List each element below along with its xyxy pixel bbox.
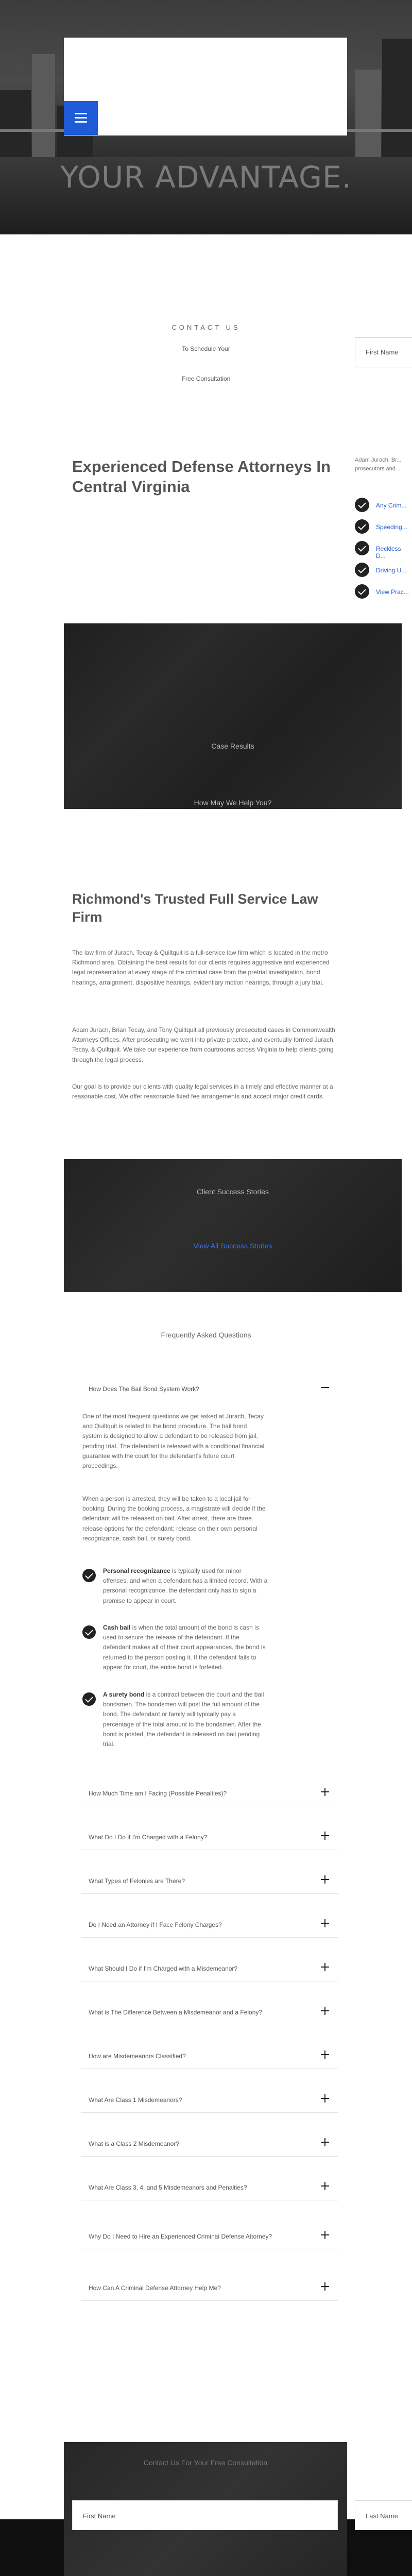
logo-area [64,38,347,135]
faq-question: What Should I Do if I'm Charged with a Misdemeanor? [89,1965,238,1972]
case-results-band [64,623,402,809]
faq-question: Why Do I Need to Hire an Experienced Criminal Defense Attorney? [89,2233,272,2240]
checkmark-icon [82,1569,96,1582]
checkmark-icon [355,584,369,599]
faq-heading: Frequently Asked Questions [161,1331,251,1339]
case-results-label[interactable]: Case Results [211,742,254,750]
expand-plus-icon[interactable] [321,2182,329,2190]
contact-consultation-text: Free Consultation [181,375,231,382]
practice-link[interactable]: Speeding... [376,523,407,531]
checkmark-icon [355,563,369,577]
checkmark-icon [355,519,369,534]
expand-plus-icon[interactable] [321,2138,329,2146]
bond-option-personal-recognizance: Personal recognizance is typically used for minor offenses, and when a defendant has a limited record. With a personal recognizance, the defendant only has to sign a promise to appear in court. [103,1567,268,1604]
plus-bar [324,2282,325,2291]
plus-bar [324,2138,325,2146]
plus-bar [324,1919,325,1927]
menu-button[interactable] [64,101,98,135]
about-paragraph: Our goal is to provide our clients with quality legal services in a timely and effective manner at a reasonable cost. We offer reasonable fixed fee arrangements and accept major credit cards. [72,1083,333,1100]
plus-bar [324,2094,325,2103]
intro-title: Experienced Defense Attorneys In Central Virginia [72,457,331,496]
expand-plus-icon[interactable] [321,1919,329,1927]
faq-question: What is The Difference Between a Misdemeanor and a Felony? [89,2009,263,2016]
expand-plus-icon[interactable] [321,2094,329,2103]
expand-plus-icon[interactable] [321,2282,329,2291]
first-name-field[interactable]: First Name [72,2500,338,2530]
bond-option-surety-bond: A surety bond is a contract between the court and the bail bondsmen. The bondsmen will post the full amount of the bond. The defendant or family will typically pay a percentage of the total amount to the bondsmen. After the bond is posted, the defendant is released on bail pending trial. [103,1691,264,1748]
help-label: How May We Help You? [194,799,272,807]
about-title: Richmond's Trusted Full Service Law Firm [72,891,318,925]
faq-question: How Does The Bail Bond System Work? [89,1385,199,1393]
faq-question: What Types of Felonies are There? [89,1877,185,1885]
faq-question: What is a Class 2 Misdemeanor? [89,2140,180,2147]
faq-answer-paragraph: One of the most frequent questions we get asked at Jurach, Tecay and Quiltquit is related to the bond procedure. The bail bond system is designed to allow a defendant to be released from jail, pending trial. The defendant is released with a conditional financial guarantee with the court for the defendant's future court proceedings. [82,1413,265,1469]
expand-plus-icon[interactable] [321,2007,329,2015]
hero-tagline: YOUR ADVANTAGE. [60,160,352,195]
success-stories-band [64,1159,402,1292]
plus-bar [324,1963,325,1971]
consultation-title: Contact Us For Your Free Consultation [143,2459,268,2467]
faq-answer-paragraph: When a person is arrested, they will be taken to a local jail for booking. During the booking process, a magistrate will decide if the defendant will be released on bail. After arrest, there are three release options for the defendant: release on their own personal recognizance, cash bail, or surety bond. [82,1495,266,1542]
faq-item[interactable] [81,1865,338,1894]
hamburger-icon [75,117,87,118]
faq-question: How Much Time am I Facing (Possible Penalties)? [89,1790,227,1797]
faq-item[interactable] [81,1996,338,2025]
plus-bar [324,2007,325,2015]
plus-bar [324,2182,325,2190]
plus-bar [324,1788,325,1796]
faq-item[interactable] [81,2172,338,2200]
view-practice-link[interactable]: View Prac... [376,588,409,596]
faq-item[interactable] [81,2040,338,2069]
checkmark-icon [355,498,369,512]
hamburger-icon [75,121,87,123]
plus-bar [324,2231,325,2239]
faq-question: How Can A Criminal Defense Attorney Help Me? [89,2284,221,2292]
faq-item[interactable] [81,1909,338,1938]
success-stories-label: Client Success Stories [196,1188,269,1196]
faq-item[interactable] [81,2272,338,2301]
faq-item[interactable] [81,1821,338,1850]
intro-side-text: Adam Jurach, Br... prosecutors and... [355,457,402,472]
faq-question: How are Misdemeanors Classified? [89,2053,186,2060]
expand-plus-icon[interactable] [321,1832,329,1840]
skyline-building [382,39,412,173]
expand-plus-icon[interactable] [321,1875,329,1884]
faq-question: What Are Class 1 Misdemeanors? [89,2096,182,2104]
collapse-icon[interactable] [321,1387,329,1388]
contact-heading: CONTACT US [171,324,241,331]
expand-plus-icon[interactable] [321,1963,329,1971]
faq-item-open[interactable] [81,1373,338,1402]
last-name-field[interactable]: Last Name [355,2500,412,2530]
faq-item[interactable] [81,1777,338,1806]
expand-plus-icon[interactable] [321,2050,329,2059]
about-paragraph: Adam Jurach, Brian Tecay, and Tony Quiltquit all previously prosecuted cases in Commonwealth Attorneys Offices. After prosecuting we went into private practice, and eventually formed Jurach, Tecay, & Quiltquit. We take our experience from courtrooms across Virginia to help clients going through the legal process. [72,1026,335,1063]
expand-plus-icon[interactable] [321,1788,329,1796]
faq-item[interactable] [81,2128,338,2157]
contact-schedule-text: To Schedule Your [182,345,230,352]
expand-plus-icon[interactable] [321,2231,329,2239]
faq-item[interactable] [81,2221,338,2249]
checkmark-icon [355,541,369,555]
faq-question: What Are Class 3, 4, and 5 Misdemeanors and Penalties? [89,2184,247,2191]
practice-link[interactable]: Reckless D... [376,545,401,560]
faq-question: Do I Need an Attorney if I Face Felony Charges? [89,1921,222,1928]
faq-question: What Do I Do if I'm Charged with a Felony? [89,1834,208,1841]
faq-item[interactable] [81,2084,338,2113]
view-success-stories-link[interactable]: View All Success Stories [193,1242,272,1250]
plus-bar [324,2050,325,2059]
practice-link[interactable]: Any Crim... [376,502,407,509]
bond-option-cash-bail: Cash bail is when the total amount of the bond is cash is used to secure the release of the defendant. If the defendant makes all of their court appearances, the bond is returned to the person posting it. If the defendant fails to appear for court, the entire bond is forfeited. [103,1624,266,1671]
faq-item[interactable] [81,1953,338,1981]
hamburger-icon [75,113,87,114]
skyline-building [32,54,55,173]
first-name-field[interactable]: First Name [355,337,412,367]
checkmark-icon [82,1625,96,1639]
plus-bar [324,1875,325,1884]
checkmark-icon [82,1692,96,1706]
about-paragraph: The law firm of Jurach, Tecay & Quiltquit is a full-service law firm which is located in the metro Richmond area. Obtaining the best results for our clients requires aggressive and experienced legal representation at every stage of the criminal case from the pretrial investigation, bond hearings, arraignment, dispositive hearings, evidentiary motion hearings, through a jury trial. [72,949,330,986]
practice-link[interactable]: Driving U... [376,567,407,574]
plus-bar [324,1832,325,1840]
